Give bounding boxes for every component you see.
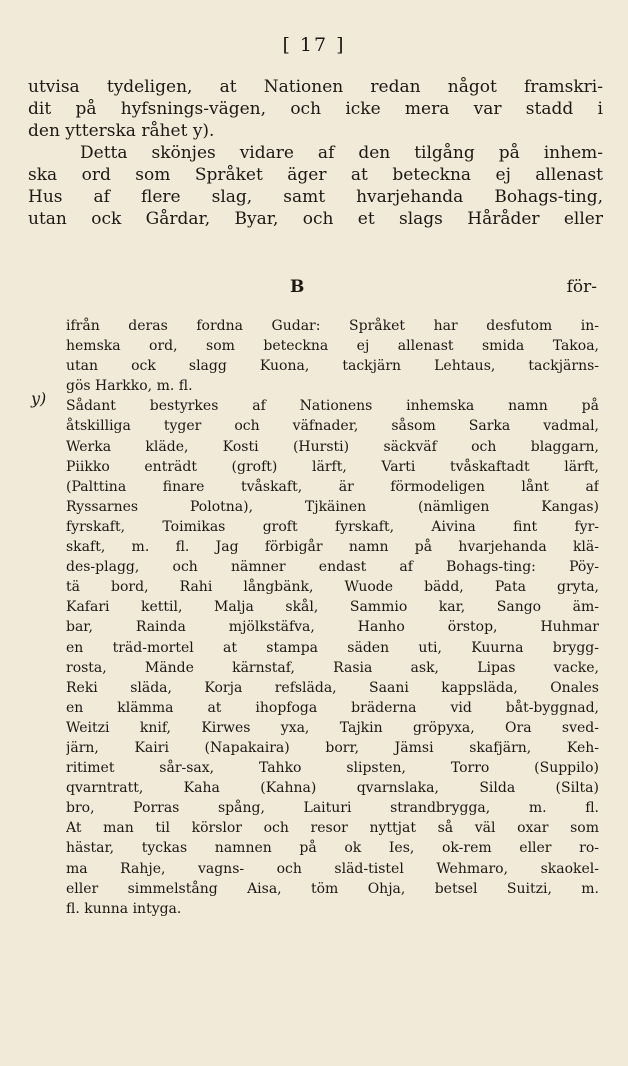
footnote-line: Kafari kettil, Malja skål, Sammio kar, Sango äm- bbox=[66, 599, 599, 616]
text-line: ska ord som Språket äger at beteckna ej allenast bbox=[28, 165, 603, 185]
catchword-row bbox=[0, 276, 628, 298]
footnote-line: Piikko enträdt (groft) lärft, Varti tvåskaftadt lärft, bbox=[66, 458, 599, 475]
footnote-marker: y) bbox=[31, 389, 47, 408]
text-line: Detta skönjes vidare af den tilgång på inhem- bbox=[80, 143, 603, 163]
footnote-line: åtskilliga tyger och väfnader, såsom Sarka vadmal, bbox=[66, 418, 599, 435]
text-line: Hus af flere slag, samt hvarjehanda Bohags-ting, bbox=[28, 187, 603, 207]
footnote bbox=[66, 316, 599, 919]
footnote-line: At man til körslor och resor nyttjat så väl oxar som bbox=[66, 820, 599, 837]
footnote-line: Sådant bestyrkes af Nationens inhemska namn på bbox=[66, 398, 599, 415]
footnote-line: skaft, m. fl. Jag förbigår namn på hvarjehanda klä- bbox=[66, 539, 599, 556]
footnote-line: en klämma at ihopfoga bräderna vid båt-byggnad, bbox=[66, 699, 599, 716]
footnote-line: qvarntratt, Kaha (Kahna) qvarnslaka, Silda (Silta) bbox=[66, 780, 599, 797]
footnote-line: hemska ord, som beteckna ej allenast smida Takoa, bbox=[66, 338, 599, 355]
main-text bbox=[28, 76, 603, 230]
text-line: dit på hyfsnings-vägen, och icke mera var stadd i bbox=[28, 99, 603, 119]
text-line: den ytterska råhet y). bbox=[28, 121, 215, 141]
footnote-line: (Palttina finare tvåskaft, är förmodeligen lånt af bbox=[66, 478, 599, 495]
footnote-line: fl. kunna intyga. bbox=[66, 900, 182, 917]
signature-mark: B bbox=[290, 277, 305, 297]
footnote-line: des-plagg, och nämner endast af Bohags-ting: Pöy- bbox=[66, 559, 599, 576]
text-line: utan ock Gårdar, Byar, och et slags Håråder eller bbox=[28, 209, 603, 229]
footnote-line: bar, Rainda mjölkstäfva, Hanho örstop, Huhmar bbox=[66, 619, 599, 636]
footnote-line: hästar, tyckas namnen på ok Ies, ok-rem eller ro- bbox=[66, 840, 599, 857]
text-line: utvisa tydeligen, at Nationen redan något framskri- bbox=[28, 77, 603, 97]
footnote-line: utan ock slagg Kuona, tackjärn Lehtaus, tackjärns- bbox=[66, 358, 599, 375]
footnote-line: tä bord, Rahi långbänk, Wuode bädd, Pata gryta, bbox=[66, 579, 599, 596]
footnote-line: Ryssarnes Polotna), Tjkäinen (nämligen Kangas) bbox=[66, 498, 599, 515]
footnote-line: järn, Kairi (Napakaira) borr, Jämsi skafjärn, Keh- bbox=[66, 739, 599, 756]
footnote-line: Werka kläde, Kosti (Hursti) säckväf och blaggarn, bbox=[66, 438, 599, 455]
footnote-line: rosta, Mände kärnstaf, Rasia ask, Lipas vacke, bbox=[66, 659, 599, 676]
catchword: för- bbox=[566, 277, 597, 297]
footnote-line: ritimet sår-sax, Tahko slipsten, Torro (Suppilo) bbox=[66, 760, 599, 777]
footnote-line: ifrån deras fordna Gudar: Språket har desfutom in- bbox=[66, 318, 599, 334]
footnote-line: en träd-mortel at stampa säden uti, Kuurna brygg- bbox=[66, 639, 599, 656]
footnote-line: gös Harkko, m. fl. bbox=[66, 378, 193, 395]
footnote-line: ma Rahje, vagns- och släd-tistel Wehmaro, skaokel- bbox=[66, 860, 599, 877]
footnote-line: eller simmelstång Aisa, töm Ohja, betsel Suitzi, m. bbox=[66, 880, 599, 897]
footnote-line: bro, Porras spång, Laituri strandbrygga, m. fl. bbox=[66, 800, 599, 817]
footnote-line: Weitzi knif, Kirwes yxa, Tajkin gröpyxa, Ora sved- bbox=[66, 719, 599, 736]
footnote-line: Reki släda, Korja refsläda, Saani kappsläda, Onales bbox=[66, 679, 599, 696]
footnote-line: fyrskaft, Toimikas groft fyrskaft, Aivina fint fyr- bbox=[66, 518, 599, 535]
page-number: [ 17 ] bbox=[282, 34, 346, 56]
